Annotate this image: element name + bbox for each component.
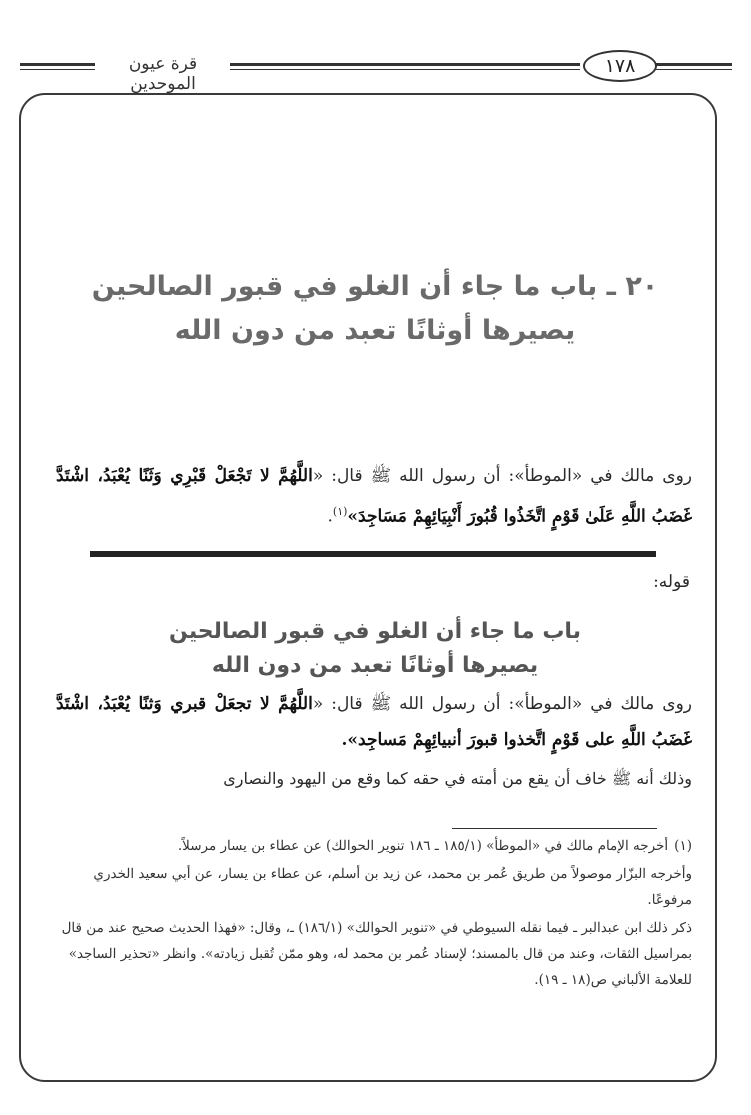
chapter-title [60,265,690,353]
footnote-continuation: ذكر ذلك ابن عبدالبر ـ فيما نقله السيوطي في «تنوير الحوالك» (١٨٦/١) ـ، وقال: «فهذا الحديث صحيح عند من قال بمراسيل الثقات، وعند من قال بالمسند؛ لإسناد عُمر بن محمد له، وهو ممّن تُقبل زيادته». وانظر «تحذير الساجد» للعلامة الألباني ص(١٨ ـ ١٩). [61,920,692,988]
header-rule [20,69,95,70]
footnote-ref: (١) [332,505,348,518]
hadith-intro: روى مالك في «الموطأ»: أن رسول الله ﷺ قال: « [312,466,692,486]
header-rule [230,69,580,70]
page-number: ١٧٨ [583,50,657,82]
header-rule [230,63,580,66]
header-rule [656,69,732,70]
footnote-separator [452,828,657,829]
hadith-end: . [327,506,333,527]
hadith-close: » [347,506,359,527]
hadith-text: اللَّهُمَّ لا تجعَلْ قبري وَثنًا يُعْبَدُ، اشْتَدَّ غَضَبُ اللَّهِ على قَوْمٍ اتَّخذوا قبورَ أنبيائِهِمْ مَساجِد [56,694,692,750]
footnote-continuation: وأخرجه البزّار موصولاً من طريق عُمر بن محمد، عن زيد بن أسلم، عن عطاء بن يسار، عن أبي سعيد الخدري مرفوعًا. [93,866,692,908]
chapter-title-line: ٢٠ ـ باب ما جاء أن الغلو في قبور الصالحين [91,271,659,302]
qawluh-label: قوله: [653,572,690,592]
commentary-title [60,615,690,683]
hadith-close: ». [341,730,359,750]
commentary-title-line: باب ما جاء أن الغلو في قبور الصالحين [169,619,581,644]
commentary-paragraph: وذلك أنه ﷺ خاف أن يقع من أمته في حقه كما وقع من اليهود والنصارى [223,769,692,788]
commentary-hadith [56,686,692,758]
footnote-text: أخرجه الإمام مالك في «الموطأ» (١٨٥/١ ـ ١٨٦ تنوير الحوالك) عن عطاء بن يسار مرسلاً. [177,838,669,854]
footnote [56,833,692,859]
chapter-title-line: يصيرها أوثانًا تعبد من دون الله [174,315,576,346]
hadith-intro: روى مالك في «الموطأ»: أن رسول الله ﷺ قال: « [312,694,692,714]
section-separator [90,551,656,557]
header-rule [656,63,732,66]
hadith-text: اللَّهُمَّ لا تَجْعَلْ قَبْرِي وَثَنًا يُعْبَدُ، اشْتَدَّ غَضَبُ اللَّهِ عَلَىٰ قَوْمٍ اتَّخَذُوا قُبُورَ أَنْبِيَائِهِمْ مَسَاجِدَ [56,466,692,527]
main-hadith [56,458,692,535]
commentary-title-line: يصيرها أوثانًا تعبد من دون الله [211,653,539,678]
header-rule [20,63,95,66]
footnotes [56,833,692,995]
running-header-title: قرة عيون الموحدين [128,54,198,94]
footnote-number: (١) [674,838,692,854]
